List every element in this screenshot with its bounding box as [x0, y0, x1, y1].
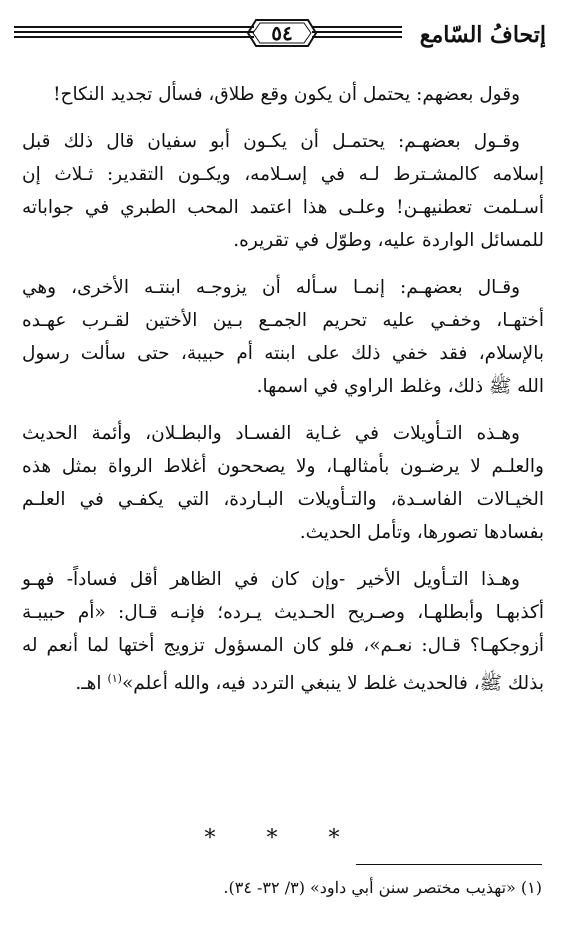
text-line: وقـال بعضهـم: إنمـا سـأله أن يزوجـه ابنتـه الأخرى، وهي	[22, 277, 520, 298]
text-line-final	[22, 662, 544, 700]
footnote-rule	[356, 864, 542, 865]
page-header	[14, 16, 550, 60]
text-line: أختهـا، وخفـي عليه تحريم الجمـع بـين الأختين لقـرب عهـده	[22, 310, 544, 331]
text-line: إسلامه كالمشـترط لـه في إسـلامه، ويكـون التقدير: ثـلاث إن	[22, 164, 544, 185]
paragraph-4	[22, 417, 544, 549]
section-separator: * * *	[204, 826, 362, 851]
paragraph-1	[22, 78, 544, 111]
header-rule-left	[14, 26, 254, 40]
footnote-marker: (١)	[107, 672, 122, 685]
text-line: بالإسلام، فقد خفي ذلك على ابنته أم حبيبة، حتى سألت رسول	[22, 343, 544, 364]
page-body	[22, 78, 544, 714]
text-line: بذلك ﷺ، فالحديث غلط لا ينبغي التردد فيه، والله أعلم»	[121, 673, 544, 695]
text-line: وهـذه التـأويلات في غـاية الفسـاد والبطـلان، وأئمة الحديث	[22, 423, 520, 444]
text-line: أكذبهـا وأبطلهـا، وصـريح الحـديث يـرده؛ فإنـه قـال: «أم حبيبـة	[22, 602, 544, 623]
text-line: الله ﷺ ذلك، وغلط الراوي في اسمها.	[256, 376, 544, 397]
footnote: (١) «تهذيب مختصر سنن أبي داود» (٣/ ٣٢- ٣٤).	[223, 878, 542, 897]
paragraph-5	[22, 563, 544, 700]
text-line: وقـول بعضهـم: يحتمـل أن يكـون أبو سفيان قال ذلك قبل	[22, 131, 520, 152]
paragraph-2	[22, 125, 544, 257]
text-line: وهـذا التـأويل الأخير -وإن كان في الظاهر أقل فساداً- فهـو	[22, 569, 520, 590]
text-line: للمسائل الواردة عليه، وطوّل في تقريره.	[233, 230, 544, 251]
text-line: أزوجكهـا؟ قـال: نعـم»، فلو كان المسؤول تزويج أختها لما أنعم له	[22, 635, 544, 656]
text-line: أسـلمت تعطنيهـن! وعلـى هذا اعتمد المحب الطبري في جواباته	[22, 197, 544, 218]
page-number-badge	[246, 18, 318, 48]
text-line: الخيـالات الفاسـدة، والتـأويلات البـاردة، التي يكفـي في العلـم	[22, 489, 544, 510]
text-line: بفسادها تصورها، وتأمل الحديث.	[299, 522, 544, 543]
text-line: وقول بعضهم: يحتمل أن يكون وقع طلاق، فسأل تجديد النكاح!	[53, 84, 520, 105]
paragraph-3	[22, 271, 544, 403]
page-number: ٥٤	[271, 21, 293, 45]
text-line: والعلـم لا يرضـون بأمثالهـا، ولا يصححون أغلاط الرواة بمثل هذه	[22, 456, 544, 477]
book-title: إتحافُ السّامع	[419, 22, 546, 48]
header-rule-right	[312, 26, 402, 40]
text-line: اهـ.	[75, 673, 102, 695]
